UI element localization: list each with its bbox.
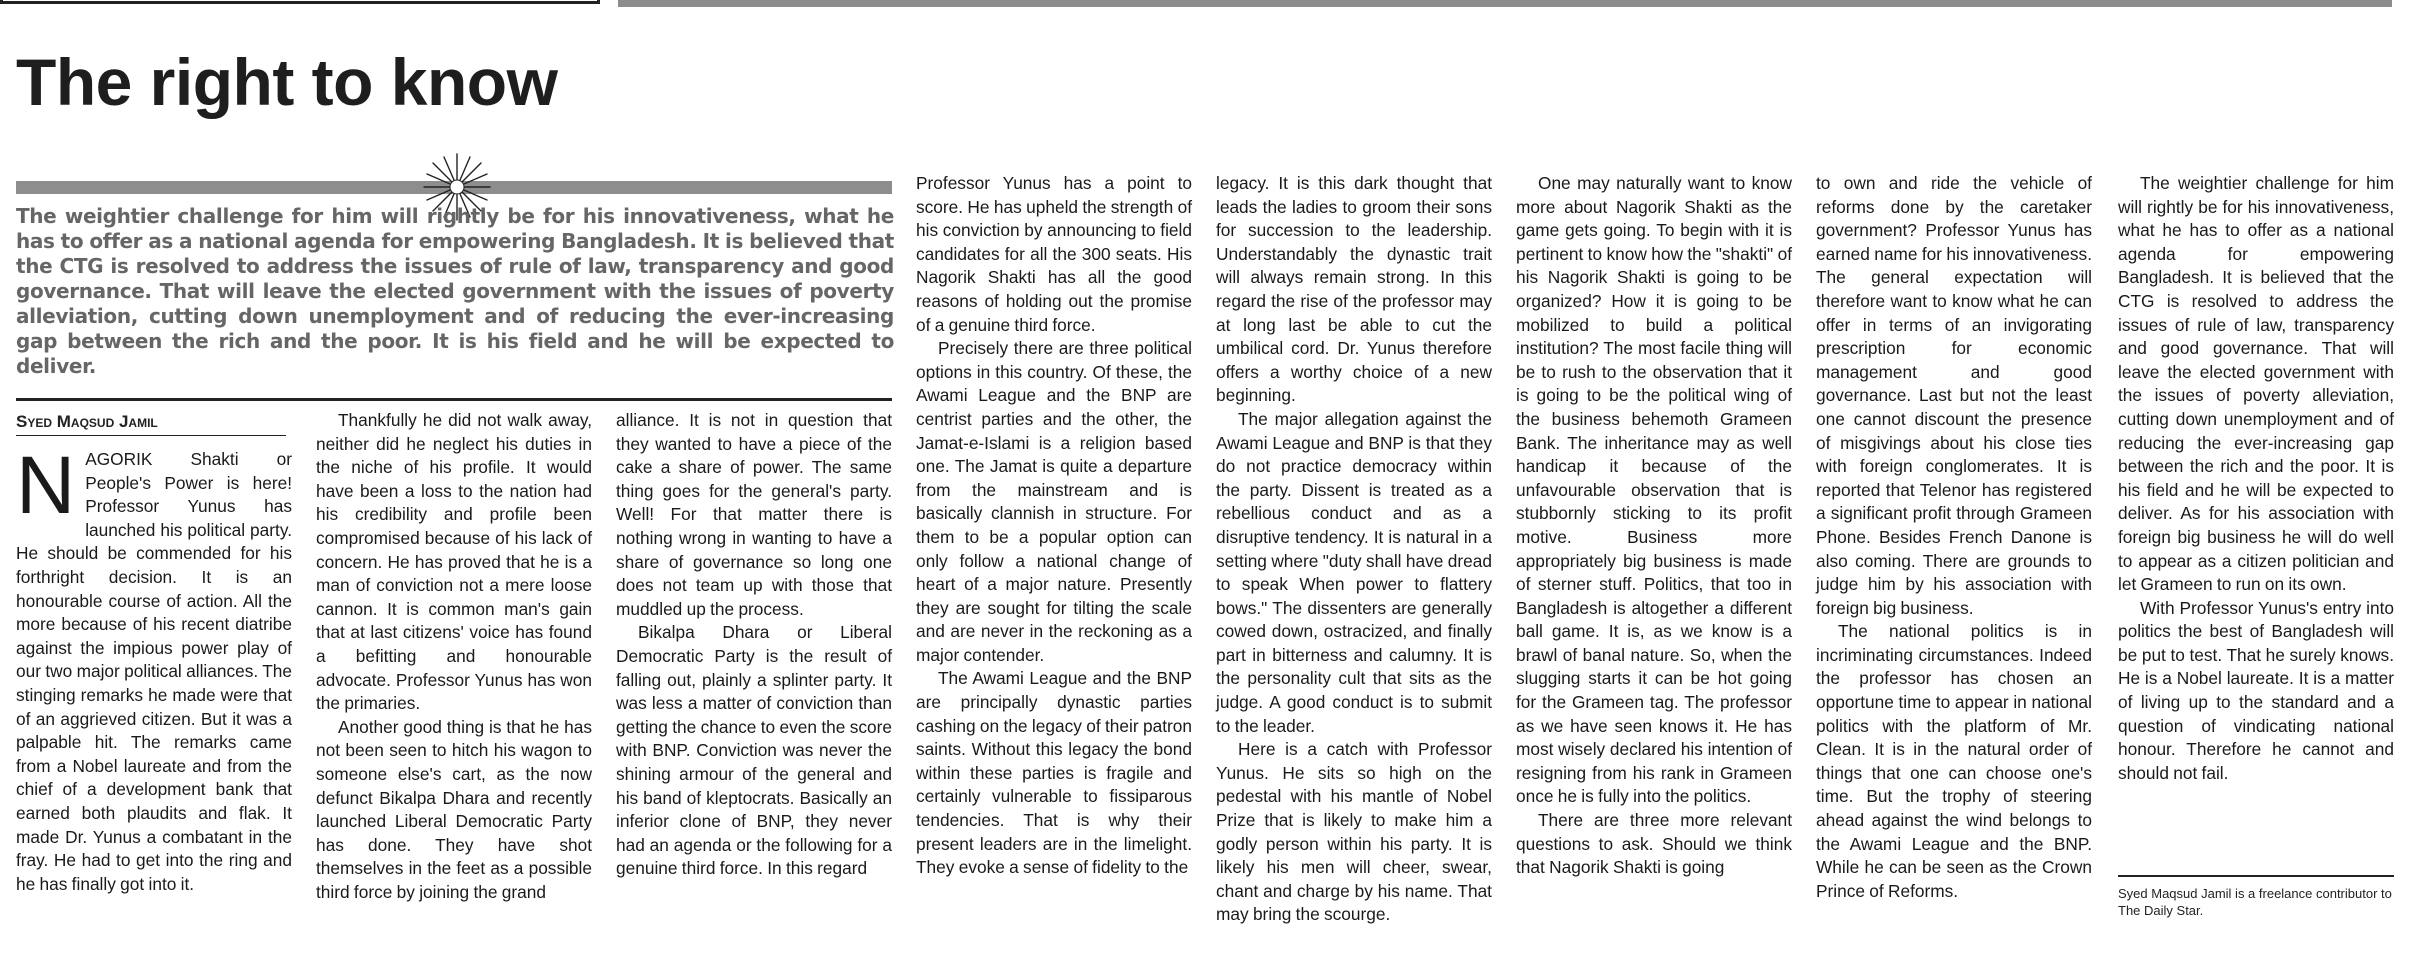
author-bio: Syed Maqsud Jamil is a freelance contributor to The Daily Star. xyxy=(2118,886,2392,918)
bio-rule xyxy=(2118,875,2394,877)
paragraph: to own and ride the vehicle of reforms done by the caretaker government? Professor Yunus has earned name for his innovativeness. The general expectation will therefore want to know what he can offer in terms of an invigorating prescription for economic management and good governance. Last but not the least one cannot discount the presence of misgivings about his close ties with foreign conglomerates. It is reported that Telenor has registered a significant profit through Grameen Phone. Besides French Danone is also coming. There are grounds to judge him by his association with foreign big business. xyxy=(1816,173,2092,618)
paragraph: The Awami League and the BNP are principally dynastic parties cashing on the legacy of their patron saints. Without this legacy the bond within these parties is fragile and certainly vulnerable to fissiparous tendencies. That is why their present leaders are in the limelight. They evoke a sense of fidelity to the xyxy=(916,668,1192,878)
paragraph-text: AGORIK Shakti or People's Power is here! Professor Yunus has launched his political party. He should be commended for his forthright decision. It is an honourable course of action. All the more because of his recent diatribe against the impious power play of our two major political alliances. The stinging remarks he made were that of an aggrieved citizen. But it was a palpable hit. The remarks came from a Nobel laureate and from the chief of a development bank that earned both plaudits and flak. It made Dr. Yunus a combatant in the fray. He had to get into the ring and he has finally got into it. xyxy=(16,449,292,894)
top-left-frame xyxy=(0,0,600,4)
article-column-8 xyxy=(2118,172,2394,785)
top-grey-bar xyxy=(618,0,2392,7)
paragraph: The major allegation against the Awami League and BNP is that they do not practice democracy within the party. Dissent is treated as a rebellious conduct and as a disruptive tendency. It is natural in a setting where "duty shall have dread to speak When power to flattery bows." The dissenters are generally cowed down, ostracized, and finally part in bitterness and calumny. It is the personality cult that sits as the judge. A good conduct is to submit to the leader. xyxy=(1216,408,1492,736)
article-column-5 xyxy=(1216,172,1492,927)
paragraph xyxy=(16,440,292,896)
headline: The right to know xyxy=(16,45,558,119)
deck-summary: The weightier challenge for him will rightly be for his innovativeness, what he has to offer as a national agenda for empowering Bangladesh. It is believed that the CTG is resolved to address the issues of rule of law, transparency and good governance. That will leave the elected government with the issues of poverty alleviation, cutting down unemployment and of reducing the ever-increasing gap between the rich and the poor. It is his field and he will be expected to deliver. xyxy=(16,204,894,378)
article-column-7 xyxy=(1816,172,2092,903)
article-column-1 xyxy=(16,440,292,896)
paragraph: One may naturally want to know more about Nagorik Shakti as the game gets going. To begin with it is pertinent to know how the "shakti" of his Nagorik Shakti is going to be organized? How it is going to be mobilized to build a political institution? The most facile thing will be to rush to the observation that it is going to be the political wing of the business behemoth Grameen Bank. The inheritance may as well handicap it because of the unfavourable observation that is stubbornly sticking to its profit motive. Business more appropriately big business is made of sterner stuff. Politics, that too in Bangladesh is altogether a different ball game. It is, as we know is a brawl of banal nature. So, when the slugging starts it can be hot going for the Grameen tag. The professor as we have seen knows it. He has most wisely declared his intention of resigning from his rank in Grameen once he is fully into the politics. xyxy=(1516,173,1792,807)
paragraph: Here is a catch with Professor Yunus. He sits so high on the pedestal with his mantle of Nobel Prize that is likely to make him a godly person within his party. It is likely his men will cheer, swear, chant and charge by his name. That may bring the scourge. xyxy=(1216,739,1492,925)
paragraph: Thankfully he did not walk away, neither did he neglect his duties in the niche of his profile. It would have been a loss to the nation had his credibility and profile been compromised because of his lack of concern. He has proved that he is a man of conviction not a mere loose cannon. It is common man's gain that at last citizens' voice has found a befitting and honourable advocate. Professor Yunus has won the primaries. xyxy=(316,410,592,714)
paragraph: There are three more relevant questions to ask. Should we think that Nagorik Shakti is going xyxy=(1516,810,1792,878)
paragraph: Bikalpa Dhara or Liberal Democratic Party is the result of falling out, plainly a splinter party. It was less a matter of conviction than getting the chance to even the score with BNP. Conviction was never the shining armour of the general and his band of kleptocrats. Basically an inferior clone of BNP, they never had an agenda or the following for a genuine third force. In this regard xyxy=(616,622,892,879)
paragraph: The national politics is in incriminating circumstances. Indeed the professor has chosen an opportune time to appear in national politics with the platform of Mr. Clean. It is in the natural order of things that one can choose one's time. But the trophy of steering ahead against the wind belongs to the Awami League and the BNP. While he can be seen as the Crown Prince of Reforms. xyxy=(1816,621,2092,901)
article-column-4 xyxy=(916,172,1192,880)
byline: Syed Maqsud Jamil xyxy=(16,412,286,436)
article-column-3 xyxy=(616,409,892,881)
paragraph: Another good thing is that he has not been seen to hitch his wagon to someone else's cart, as the now defunct Bikalpa Dhara and recently launched Liberal Democratic Party has done. They have shot themselves in the feet as a possible third force by joining the grand xyxy=(316,716,592,902)
article-column-2 xyxy=(316,409,592,904)
paragraph: Precisely there are three political options in this country. Of these, the Awami League and the BNP are centrist parties and the other, the Jamat-e-Islami is a religion based one. The Jamat is quite a departure from the mainstream and is basically clannish in structure. For them to be a popular option can only follow a national change of heart of a major nature. Presently they are sought for tilting the scale and are never in the reckoning as a major contender. xyxy=(916,338,1192,665)
deck-rule xyxy=(16,398,892,401)
paragraph: legacy. It is this dark thought that leads the ladies to groom their sons for succession to the leadership. Understandably the dynastic trait will always remain strong. In this regard the rise of the professor may at long last be able to cut the umbilical cord. Dr. Yunus therefore offers a worthy choice of a new beginning. xyxy=(1216,173,1492,406)
paragraph: alliance. It is not in question that they wanted to have a piece of the cake a share of power. The same thing goes for the general's party. Well! For that matter there is nothing wrong in wanting to have a share of governance so long one does not team up with those that muddled up the process. xyxy=(616,410,892,619)
drop-cap: N xyxy=(16,440,76,531)
paragraph: Professor Yunus has a point to score. He has upheld the strength of his conviction by announcing to field candidates for all the 300 seats. His Nagorik Shakti has all the good reasons of holding out the promise of a genuine third force. xyxy=(916,173,1192,335)
article-column-6 xyxy=(1516,172,1792,880)
paragraph: With Professor Yunus's entry into politics the best of Bangladesh will be put to test. That he surely knows. He is a Nobel laureate. It is a matter of living up to the standard and a question of vindicating national honour. Therefore he cannot and should not fail. xyxy=(2118,597,2394,783)
paragraph: The weightier challenge for him will rightly be for his innovativeness, what he has to offer as a national agenda for empowering Bangladesh. It is believed that the CTG is resolved to address the issues of rule of law, transparency and good governance. That will leave the elected government with the issues of poverty alleviation, cutting down unemployment and of reducing the ever-increasing gap between the rich and the poor. It is his field and he will be expected to deliver. As for his association with foreign big business he will do well to appear as a citizen politician and let Grameen to run on its own. xyxy=(2118,173,2394,595)
